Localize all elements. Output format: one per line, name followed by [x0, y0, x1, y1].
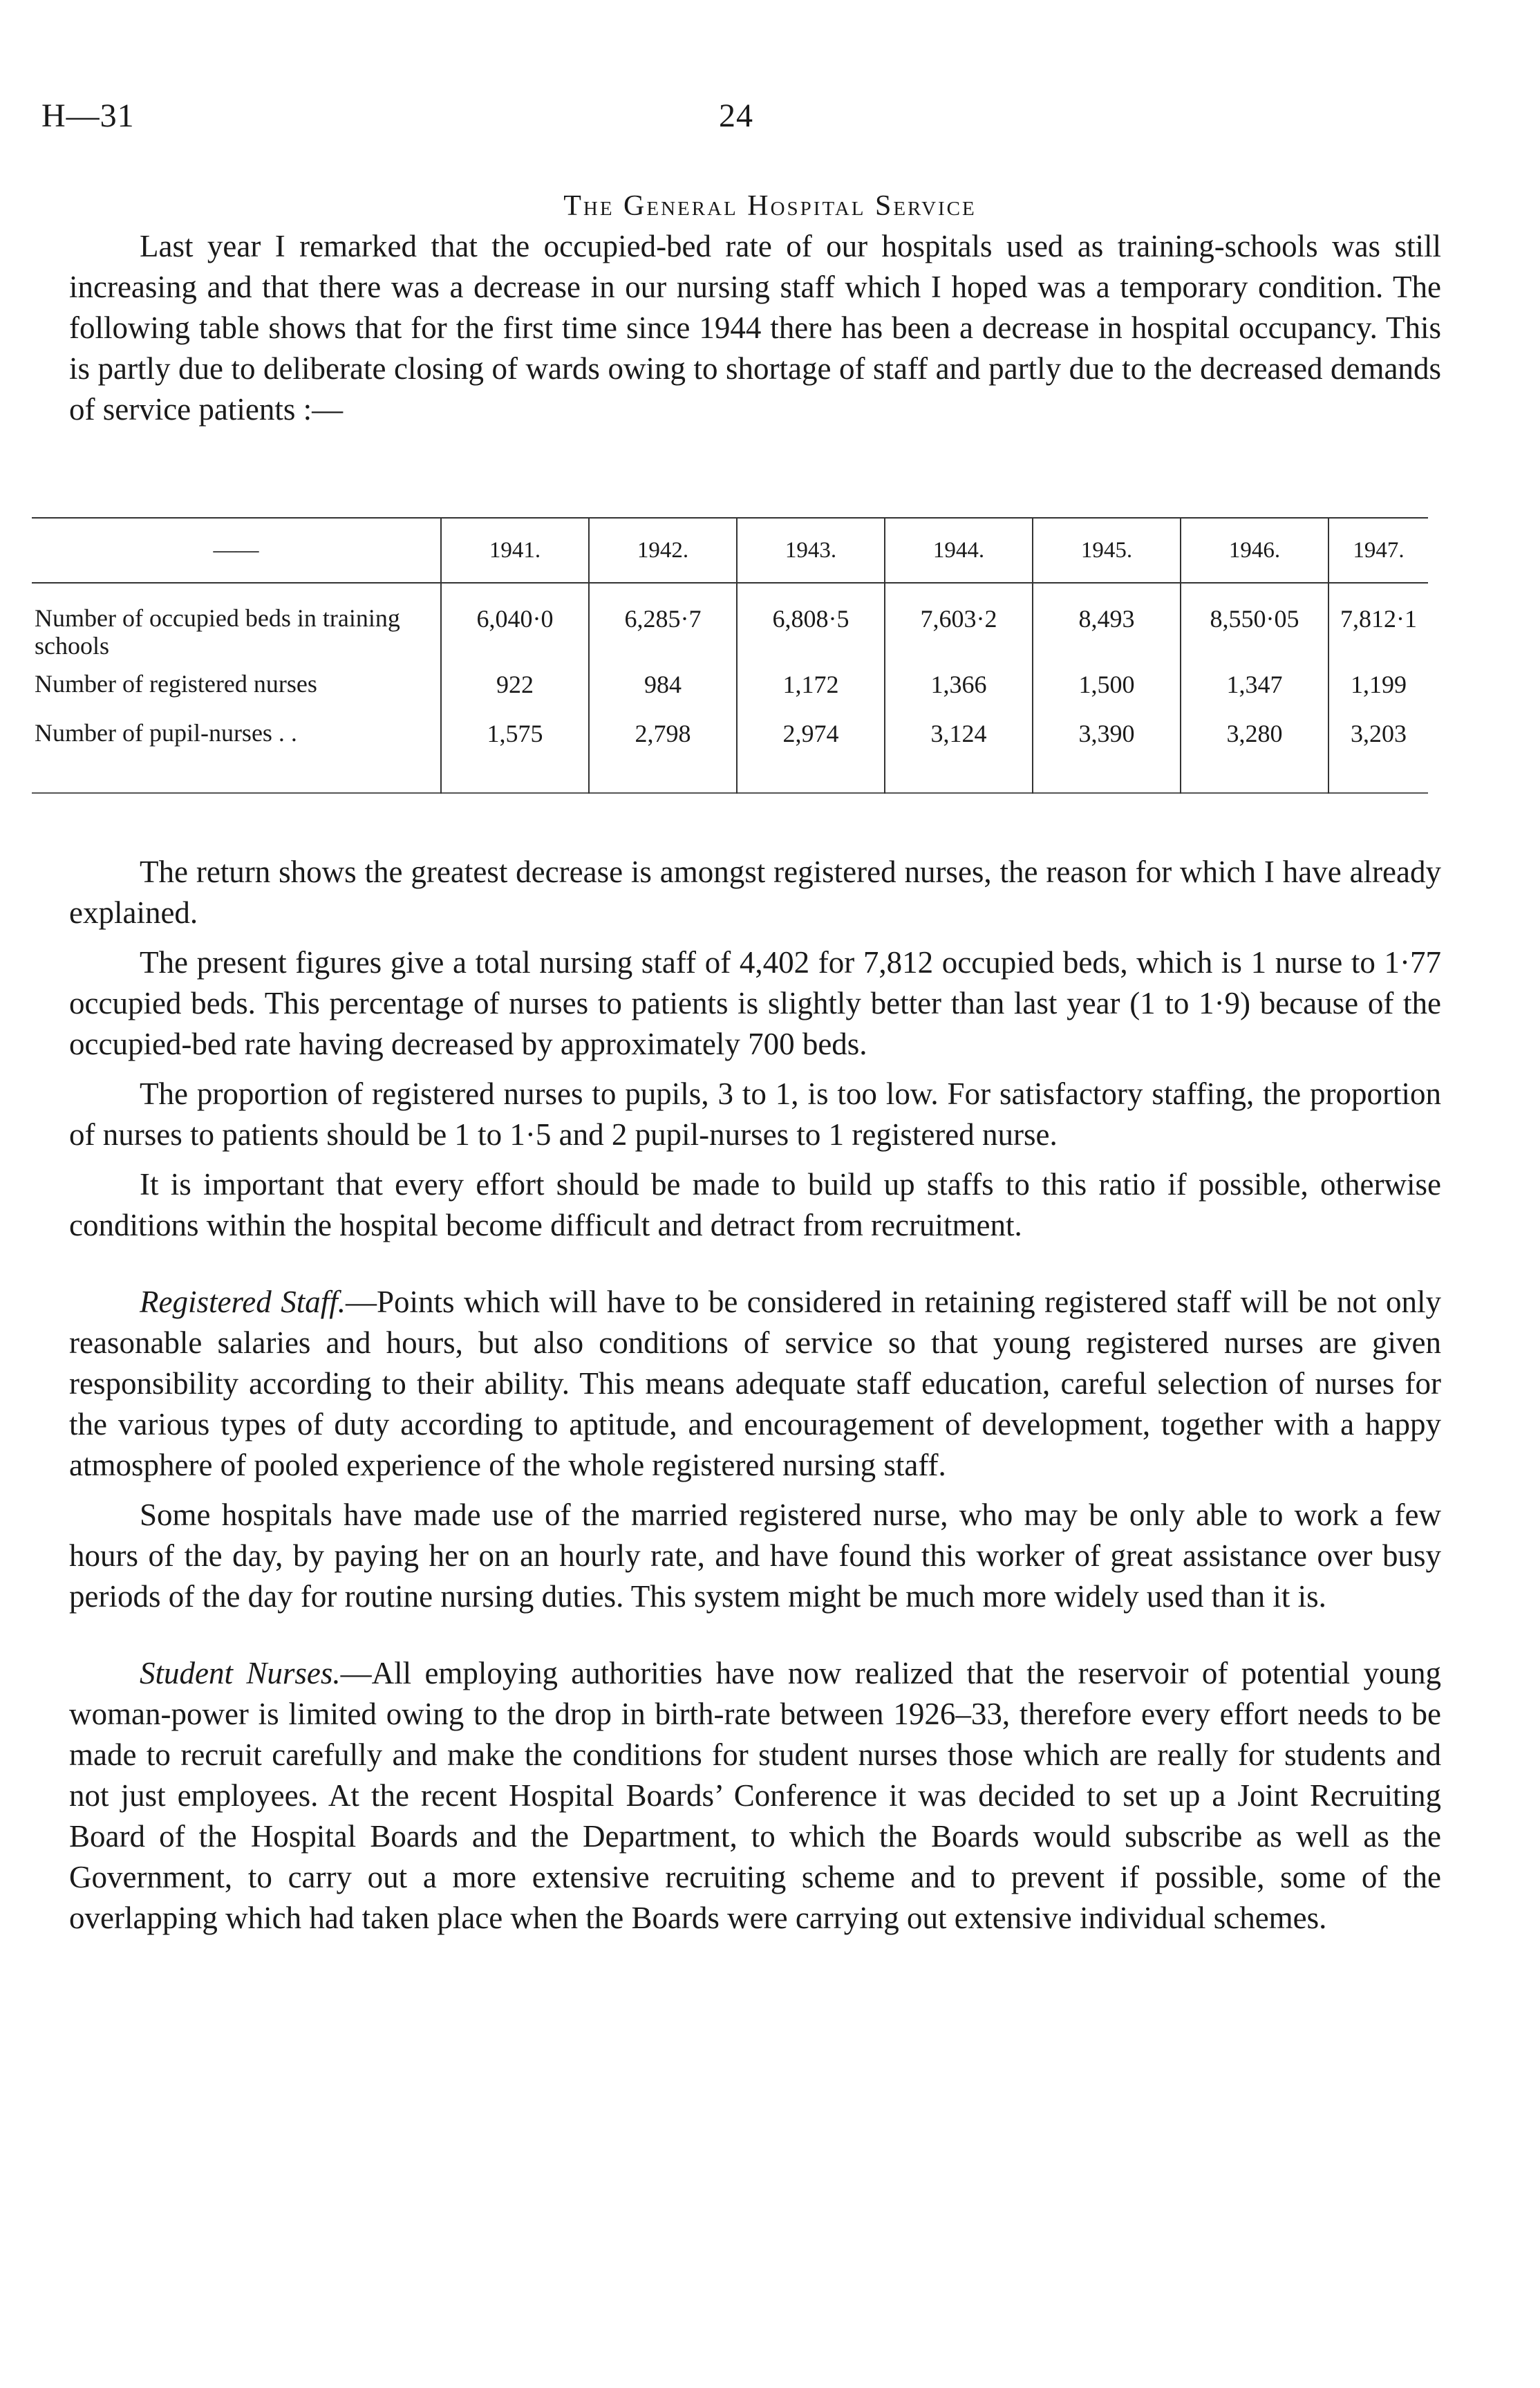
paragraph-proportion	[69, 1074, 1441, 1155]
paragraph-return	[69, 852, 1441, 933]
paragraph-registered-staff	[69, 1282, 1441, 1486]
page-number: 24	[719, 97, 753, 134]
table-cell: 2,798	[589, 709, 737, 793]
table-cell: 3,203	[1328, 709, 1428, 793]
paragraph-text: It is important that every effort should be made to build up staffs to this ratio if possible, otherwise conditions within the hospital become difficult and detract from recruitment.	[69, 1167, 1441, 1242]
table-cell: 3,390	[1033, 709, 1181, 793]
table-cell: 1,347	[1181, 660, 1328, 709]
intro-paragraph: Last year I remarked that the occupied-bed rate of our hospitals used as training-schools was still increasing and that there was a decrease in our nursing staff which I hoped was a temporary condition. The following table shows that for the first time since 1944 there has been a decrease in hospital occupancy. This is partly due to deliberate closing of wards owing to shortage of staff and partly due to the decreased demands of service patients :—	[69, 229, 1441, 427]
table-cell: 922	[441, 660, 589, 709]
table-cell: 8,493	[1033, 583, 1181, 660]
paragraph-effort	[69, 1164, 1441, 1246]
row-label: Number of registered nurses	[35, 670, 317, 698]
column-header: 1944.	[885, 518, 1033, 583]
table-cell: 8,550·05	[1181, 583, 1328, 660]
table-cell: 2,974	[737, 709, 885, 793]
column-header: 1943.	[737, 518, 885, 583]
column-header: 1942.	[589, 518, 737, 583]
table-cell: 6,808·5	[737, 583, 885, 660]
table-cell: 6,285·7	[589, 583, 737, 660]
table-cell: 3,280	[1181, 709, 1328, 793]
paragraph-married-nurse	[69, 1495, 1441, 1617]
column-header: 1947.	[1328, 518, 1428, 583]
paragraph-text: —Points which will have to be considered in retaining registered staff will be not only reasonable salaries and hours, but also conditions of service so that young registered nurses are given responsibility according to their ability. This means adequate staff education, careful selection of nurses for the various types of duty according to aptitude, and encouragement of development, together with a happy atmosphere of pooled experience of the whole registered nursing staff.	[69, 1285, 1441, 1482]
table-cell: 1,199	[1328, 660, 1428, 709]
table-cell: 1,500	[1033, 660, 1181, 709]
table-cell: 1,575	[441, 709, 589, 793]
run-in-heading: Registered Staff.	[140, 1285, 346, 1319]
paragraph-text: The proportion of registered nurses to pupils, 3 to 1, is too low. For satisfactory staffing, the proportion of nurses to patients should be 1 to 1·5 and 2 pupil-nurses to 1 registered nurse.	[69, 1076, 1441, 1152]
table-cell: 1,172	[737, 660, 885, 709]
table-cell: 7,603·2	[885, 583, 1033, 660]
paragraph-student-nurses	[69, 1653, 1441, 1939]
body-text	[69, 852, 1441, 1939]
paragraph-text: —All employing authorities have now realized that the reservoir of potential young woman-power is limited owing to the drop in birth-rate between 1926–33, therefore every effort needs to be made to recruit carefully and make the conditions for student nurses those which are really for students and not just employees. At the recent Hospital Boards’ Conference it was decided to set up a Joint Recruiting Board of the Hospital Boards and the Department, to which the Boards would subscribe as well as the Government, to carry out a more extensive recruiting scheme and to prevent if possible, some of the overlapping which had taken place when the Boards were carrying out extensive individual schemes.	[69, 1656, 1441, 1935]
table-cell: 984	[589, 660, 737, 709]
paragraph-text: The present figures give a total nursing staff of 4,402 for 7,812 occupied beds, which is 1 nurse to 1·77 occupied beds. This percentage of nurses to patients is slightly better than last year (1 to 1·9) because of the occupied-bed rate having decreased by approximately 700 beds.	[69, 945, 1441, 1061]
paragraph-text: Some hospitals have made use of the married registered nurse, who may be only able to work a few hours of the day, by paying her on an hourly rate, and have found this worker of great assistance over busy periods of the day for routine nursing duties. This system might be much more widely used than it is.	[69, 1498, 1441, 1614]
section-title: The General Hospital Service	[563, 190, 977, 222]
table-row	[32, 660, 1428, 709]
occupancy-table	[32, 517, 1428, 794]
row-label: Number of pupil-nurses . .	[35, 719, 297, 747]
document-reference: H—31	[41, 97, 135, 134]
column-header: 1945.	[1033, 518, 1181, 583]
run-in-heading: Student Nurses.	[140, 1656, 341, 1690]
column-header: 1946.	[1181, 518, 1328, 583]
intro-block	[69, 226, 1441, 430]
table-cell: 1,366	[885, 660, 1033, 709]
table-header-row	[32, 518, 1428, 583]
column-header: 1941.	[441, 518, 589, 583]
table-cell: 6,040·0	[441, 583, 589, 660]
table-corner-cell: ——	[32, 518, 441, 583]
table-cell: 7,812·1	[1328, 583, 1428, 660]
table-cell: 3,124	[885, 709, 1033, 793]
table-row	[32, 709, 1428, 793]
row-label: Number of occupied beds in training schools	[35, 604, 400, 660]
paragraph-text: The return shows the greatest decrease is amongst registered nurses, the reason for which I have already explained.	[69, 855, 1441, 930]
table-row	[32, 583, 1428, 660]
paragraph-figures	[69, 942, 1441, 1065]
